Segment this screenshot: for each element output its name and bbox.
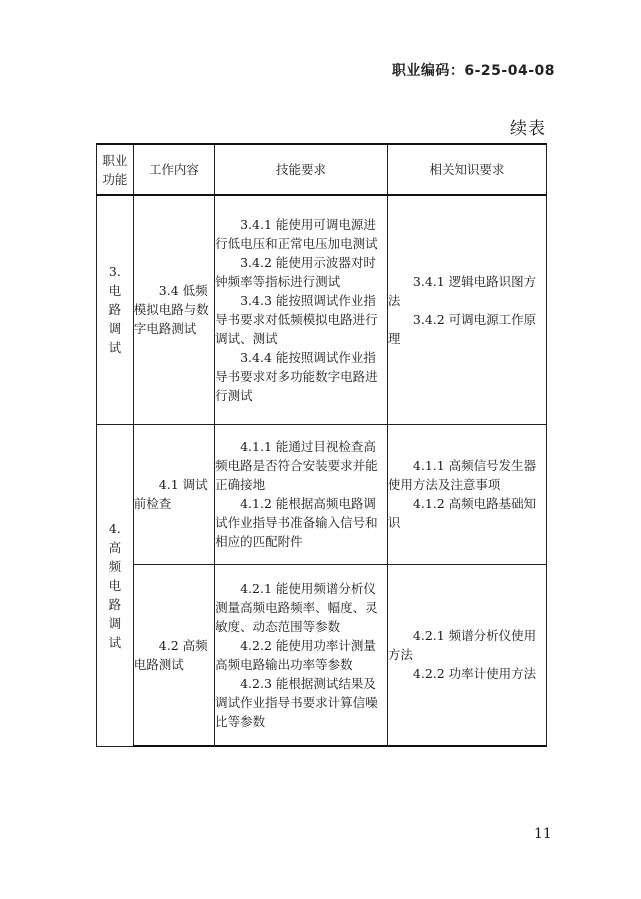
header-function: 职业功能 bbox=[97, 144, 134, 195]
content-cell: 4.2 高频电路测试 bbox=[133, 564, 214, 746]
knowledge-cell bbox=[387, 564, 546, 746]
header-knowledge: 相关知识要求 bbox=[387, 144, 546, 195]
skill-item: 4.1.2 能根据高频电路调试作业指导书准备输入信号和相应的匹配附件 bbox=[215, 496, 378, 549]
skill-item: 3.4.1 能使用可调电源进行低电压和正常电压加电测试 bbox=[215, 216, 378, 251]
knowledge-item: 3.4.2 可调电源工作原理 bbox=[387, 311, 537, 346]
header-skills: 技能要求 bbox=[215, 144, 388, 195]
skill-item: 4.2.2 能使用功率计测量高频电路输出功率等参数 bbox=[215, 637, 376, 672]
occupation-code: 职业编码：6-25-04-08 bbox=[391, 63, 555, 79]
knowledge-item: 3.4.1 逻辑电路识图方法 bbox=[387, 273, 537, 308]
content-cell: 3.4 低频模拟电路与数字电路测试 bbox=[133, 195, 214, 424]
function-cell: 3.电路调试 bbox=[97, 195, 134, 424]
knowledge-item: 4.2.2 功率计使用方法 bbox=[412, 666, 537, 682]
table-row bbox=[97, 424, 547, 564]
skill-item: 4.2.3 能根据测试结果及调试作业指导书要求计算信噪比等参数 bbox=[215, 675, 378, 729]
knowledge-cell bbox=[387, 195, 546, 424]
knowledge-item: 4.1.1 高频信号发生器使用方法及注意事项 bbox=[387, 458, 537, 492]
table-row bbox=[97, 195, 547, 424]
header-content: 工作内容 bbox=[133, 144, 214, 195]
function-cell: 4.高频电路调试 bbox=[97, 424, 134, 746]
content-cell: 4.1 调试前检查 bbox=[133, 424, 214, 564]
skill-item: 3.4.2 能使用示波器对时钟频率等指标进行测试 bbox=[215, 254, 376, 289]
table-header-row bbox=[97, 144, 547, 195]
knowledge-cell bbox=[387, 424, 546, 564]
skills-cell bbox=[215, 564, 388, 746]
table-row bbox=[97, 564, 547, 746]
page-number: 11 bbox=[534, 826, 552, 842]
skill-item: 3.4.4 能按照调试作业指导书要求对多功能数字电路进行测试 bbox=[215, 349, 378, 403]
continued-label: 续表 bbox=[510, 119, 546, 139]
skill-item: 4.2.1 能使用频谱分析仪测量高频电路频率、幅度、灵敏度、动态范围等参数 bbox=[215, 580, 378, 634]
skills-table bbox=[96, 143, 547, 747]
skills-cell bbox=[215, 195, 388, 424]
knowledge-item: 4.1.2 高频电路基础知识 bbox=[387, 496, 537, 530]
knowledge-item: 4.2.1 频谱分析仪使用方法 bbox=[387, 628, 537, 663]
skills-cell bbox=[215, 424, 388, 564]
skill-item: 4.1.1 能通过目视检查高频电路是否符合安装要求并能正确接地 bbox=[215, 439, 378, 492]
skill-item: 3.4.3 能按照调试作业指导书要求对低频模拟电路进行调试、测试 bbox=[215, 292, 378, 346]
